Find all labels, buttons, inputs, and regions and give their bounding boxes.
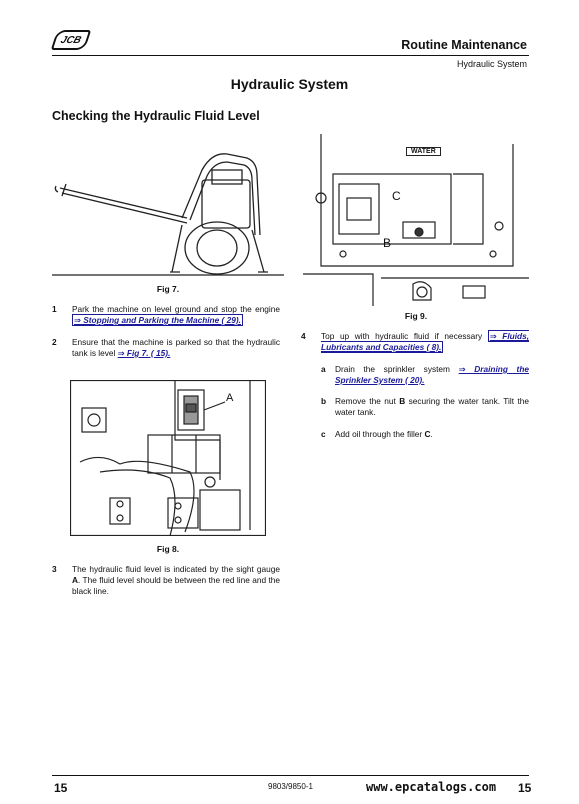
substep-text-bold: C (424, 429, 431, 439)
substep-text-b: securing the water tank. Tilt the water tank. (335, 396, 529, 417)
step-number: 2 (52, 337, 57, 347)
substep-text-a: Add oil through the filler (335, 429, 425, 439)
link-draining-sprinkler[interactable]: ⇒ Draining the Sprinkler System ( 20). (335, 364, 530, 385)
logo-text: JCB (59, 34, 83, 46)
header-title: Routine Maintenance (401, 38, 527, 52)
page-title: Hydraulic System (230, 76, 349, 92)
footer-rule (52, 775, 529, 776)
step-3 (52, 564, 280, 597)
step-number: 1 (52, 304, 57, 314)
step-text-bold: A (72, 575, 78, 585)
substep-b (321, 396, 529, 418)
substep-text: Drain the sprinkler system (335, 364, 450, 374)
fig9-callout-c: C (392, 189, 401, 203)
step-text: Ensure that the machine is parked so that the hydraulic tank is level (72, 337, 280, 358)
step-1 (52, 304, 280, 326)
watermark: www.epcatalogs.com (366, 780, 497, 794)
document-code: 9803/9850-1 (268, 782, 313, 791)
substep-text-b: . (430, 429, 433, 439)
step-text: Park the machine on level ground and stop the engine (72, 304, 280, 314)
substep-text-a: Remove the nut (335, 396, 400, 406)
link-fluids-lubricants[interactable]: ⇒ Fluids, Lubricants and Capacities ( 8). (321, 331, 530, 352)
header-subtitle: Hydraulic System (456, 59, 527, 69)
jcb-logo (51, 30, 91, 50)
page-number: 15 (54, 781, 68, 795)
fig9-water-tank-illustration (303, 134, 529, 306)
header-rule (52, 55, 529, 56)
fig9-callout-b: B (383, 236, 392, 250)
fig9-water-label: WATER (406, 147, 441, 156)
fig8-sight-gauge-illustration (70, 380, 266, 536)
step-number: 4 (301, 331, 306, 341)
substep-text-bold: B (399, 396, 406, 406)
step-text-b: . The fluid level should be between the red line and the black line. (72, 575, 280, 596)
substep-c (321, 429, 529, 440)
fig9-caption: Fig 9. (404, 311, 428, 321)
substep-letter: c (321, 429, 326, 439)
substep-a (321, 364, 529, 386)
step-number: 3 (52, 564, 57, 574)
step-text-a: The hydraulic fluid level is indicated by the sight gauge (72, 564, 280, 574)
page-number-right: 15 (518, 781, 532, 795)
step-2 (52, 337, 280, 359)
step-4 (301, 331, 529, 353)
fig8-callout-a: A (226, 392, 234, 404)
step-text: Top up with hydraulic fluid if necessary (321, 331, 483, 341)
fig8-caption: Fig 8. (156, 544, 180, 554)
substep-letter: b (321, 396, 327, 406)
link-fig7[interactable]: ⇒ Fig 7. ( 15). (117, 348, 171, 358)
substep-letter: a (321, 364, 326, 374)
section-title: Checking the Hydraulic Fluid Level (52, 109, 260, 123)
fig7-roller-illustration (52, 140, 284, 278)
fig7-caption: Fig 7. (156, 284, 180, 294)
link-stopping-parking[interactable]: ⇒ Stopping and Parking the Machine ( 29). (74, 315, 241, 325)
